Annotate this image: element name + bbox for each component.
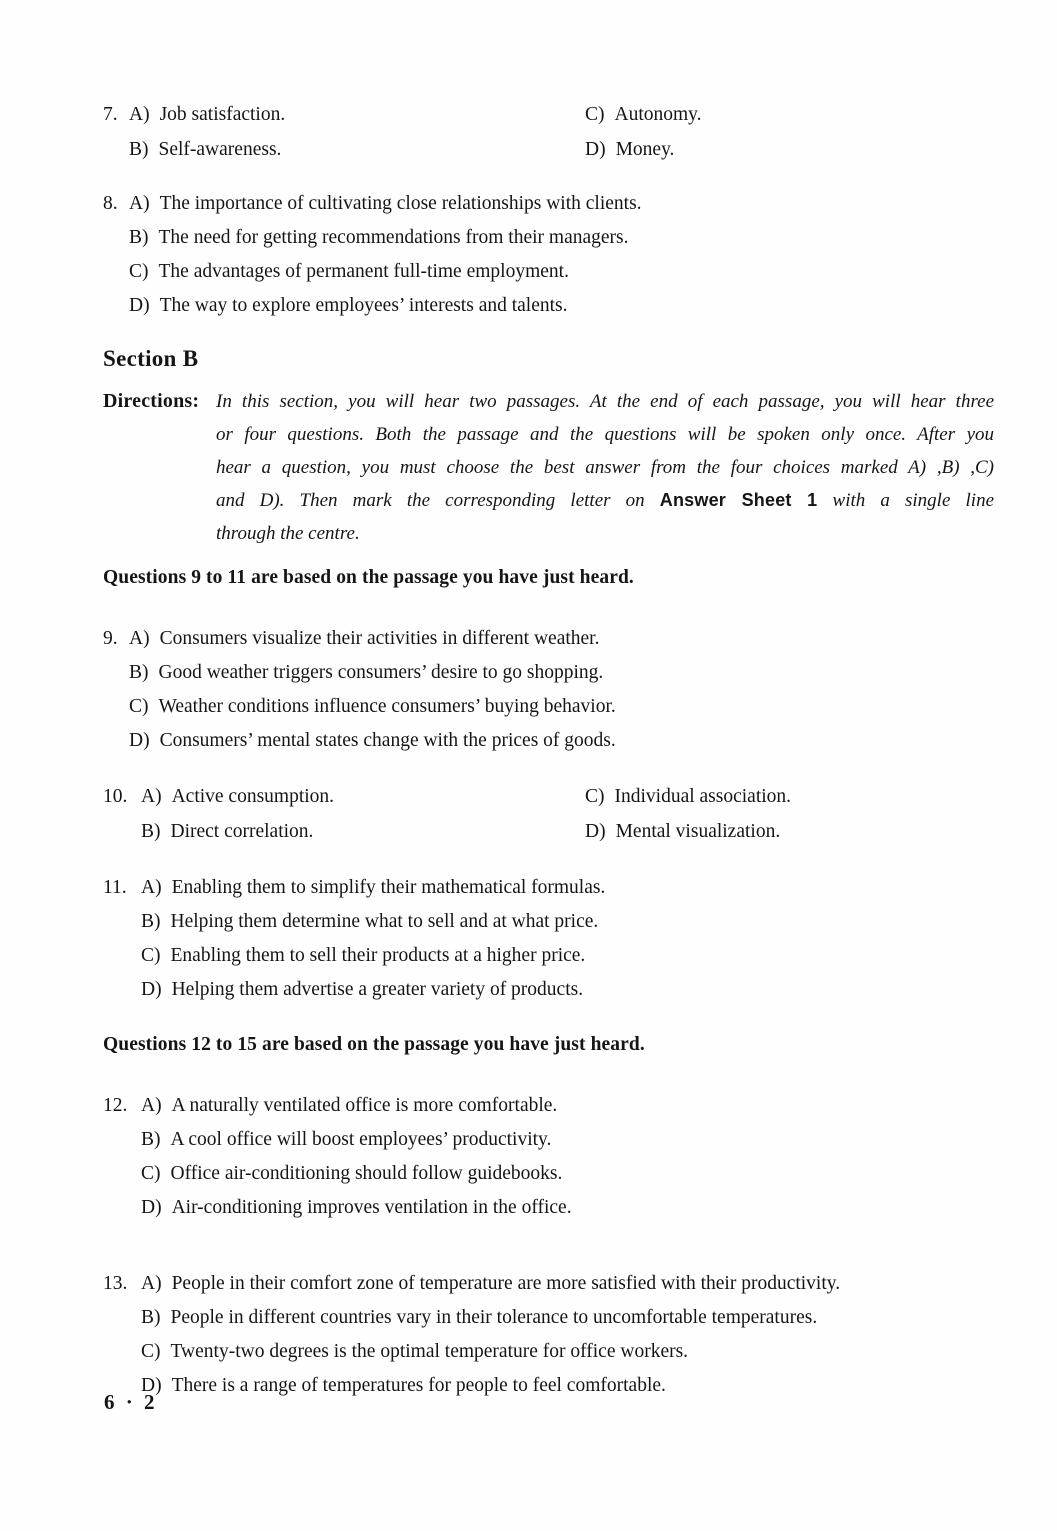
option-label: C) — [141, 945, 161, 966]
option-label: B) — [141, 1307, 161, 1328]
option-text: Self-awareness. — [158, 139, 282, 160]
option-text: People in different countries vary in their tolerance to uncomfortable temperatures. — [170, 1307, 818, 1328]
question-7 — [103, 97, 993, 167]
question-10-option-b — [103, 814, 585, 849]
option-label: A) — [141, 1095, 162, 1116]
option-text: The way to explore employees’ interests and talents. — [159, 295, 568, 316]
question-7-row-2 — [103, 132, 993, 167]
question-11-option-b — [103, 905, 993, 939]
question-7-option-a — [103, 97, 585, 132]
option-label: A) — [141, 786, 162, 807]
option-label: C) — [129, 261, 149, 282]
directions-line: through the centre. — [216, 523, 360, 544]
question-number-spacer — [103, 1301, 141, 1335]
question-13-option-b — [103, 1301, 993, 1335]
question-number-spacer — [103, 656, 129, 690]
question-11-option-a — [103, 871, 993, 905]
answer-sheet-1-label: Answer Sheet 1 — [659, 490, 818, 510]
option-label: A) — [129, 193, 150, 214]
question-number-spacer — [103, 1123, 141, 1157]
question-13-option-a — [103, 1267, 993, 1301]
question-11-option-c — [103, 939, 993, 973]
directions-line — [216, 484, 994, 517]
question-number: 11. — [103, 877, 127, 898]
option-label: D) — [129, 295, 150, 316]
question-number-spacer — [103, 939, 141, 973]
question-7-row-1 — [103, 97, 993, 132]
option-text: People in their comfort zone of temperature are more satisfied with their productivity. — [171, 1273, 841, 1294]
option-label: D) — [141, 1197, 162, 1218]
option-text: Mental visualization. — [615, 821, 781, 842]
directions-block — [103, 385, 994, 550]
option-text: Autonomy. — [614, 104, 702, 125]
question-number: 8. — [103, 193, 118, 214]
option-text: Twenty-two degrees is the optimal temperature for office workers. — [170, 1341, 689, 1362]
question-9-option-d — [103, 724, 993, 758]
question-number: 9. — [103, 628, 118, 649]
question-13-option-d — [103, 1369, 993, 1403]
option-label: B) — [141, 911, 161, 932]
question-number-spacer — [103, 1191, 141, 1225]
option-text: Weather conditions influence consumers’ buying behavior. — [158, 696, 616, 717]
question-12 — [103, 1089, 993, 1225]
option-label: D) — [585, 821, 606, 842]
option-label: B) — [129, 662, 149, 683]
page-number: 6 · 2 — [104, 1390, 158, 1414]
question-number: 13. — [103, 1273, 128, 1294]
option-text: The advantages of permanent full-time employment. — [158, 261, 569, 282]
question-9-option-c — [103, 690, 993, 724]
option-text: Enabling them to sell their products at a higher price. — [170, 945, 586, 966]
question-10-option-d — [585, 814, 993, 849]
option-text: There is a range of temperatures for people to feel comfortable. — [171, 1375, 666, 1396]
question-10 — [103, 779, 993, 849]
question-number-spacer — [103, 973, 141, 1007]
question-10-option-a — [103, 779, 585, 814]
option-text: Helping them advertise a greater variety of products. — [171, 979, 584, 1000]
question-9-option-b — [103, 656, 993, 690]
question-number: 10. — [103, 786, 128, 807]
directions-line-4-pre: and D). Then mark the corresponding letter on — [216, 490, 660, 511]
option-label: A) — [141, 877, 162, 898]
option-text: Individual association. — [614, 786, 792, 807]
question-number-spacer — [103, 255, 129, 289]
option-label: D) — [141, 979, 162, 1000]
question-9 — [103, 622, 993, 758]
question-13-option-c — [103, 1335, 993, 1369]
question-number-spacer — [103, 724, 129, 758]
option-label: D) — [585, 139, 606, 160]
question-number-spacer — [103, 814, 141, 849]
question-number-spacer — [103, 905, 141, 939]
question-12-option-d — [103, 1191, 993, 1225]
directions-line: or four questions. Both the passage and the questions will be spoken only once. After you — [216, 424, 994, 445]
option-text: Air-conditioning improves ventilation in the office. — [171, 1197, 572, 1218]
question-8-option-c — [103, 255, 993, 289]
question-8-option-b — [103, 221, 993, 255]
question-9-option-a — [103, 622, 993, 656]
option-label: C) — [141, 1163, 161, 1184]
passage-12-15-heading: Questions 12 to 15 are based on the passage you have just heard. — [103, 1034, 645, 1055]
option-label: C) — [585, 104, 605, 125]
directions-line: In this section, you will hear two passages. At the end of each passage, you will hear three — [216, 391, 994, 412]
option-label: D) — [141, 1375, 162, 1396]
question-number-spacer — [103, 221, 129, 255]
question-number-spacer — [103, 132, 129, 167]
option-text: The importance of cultivating close relationships with clients. — [159, 193, 642, 214]
question-number-spacer — [103, 289, 129, 323]
option-text: Job satisfaction. — [159, 104, 286, 125]
option-text: Good weather triggers consumers’ desire to go shopping. — [158, 662, 604, 683]
option-label: C) — [585, 786, 605, 807]
option-text: A naturally ventilated office is more comfortable. — [171, 1095, 558, 1116]
option-text: Office air-conditioning should follow guidebooks. — [170, 1163, 563, 1184]
question-number-spacer — [103, 1335, 141, 1369]
option-label: A) — [129, 104, 150, 125]
option-label: C) — [129, 696, 149, 717]
question-8 — [103, 187, 993, 323]
question-12-option-c — [103, 1157, 993, 1191]
option-label: B) — [141, 821, 161, 842]
option-label: B) — [129, 139, 149, 160]
question-7-option-b — [103, 132, 585, 167]
option-label: A) — [141, 1273, 162, 1294]
question-10-row-1 — [103, 779, 993, 814]
option-label: B) — [141, 1129, 161, 1150]
passage-9-11-heading: Questions 9 to 11 are based on the passage you have just heard. — [103, 567, 634, 588]
option-text: A cool office will boost employees’ productivity. — [170, 1129, 552, 1150]
option-text: Helping them determine what to sell and at what price. — [170, 911, 599, 932]
option-label: D) — [129, 730, 150, 751]
option-text: Direct correlation. — [170, 821, 314, 842]
directions-label: Directions: — [103, 390, 200, 412]
option-text: Consumers’ mental states change with the prices of goods. — [159, 730, 616, 751]
directions-line: hear a question, you must choose the best answer from the four choices marked A) ,B) ,C) — [216, 457, 994, 478]
option-text: Active consumption. — [171, 786, 335, 807]
option-text: The need for getting recommendations from their managers. — [158, 227, 629, 248]
option-label: A) — [129, 628, 150, 649]
option-text: Consumers visualize their activities in different weather. — [159, 628, 600, 649]
question-13 — [103, 1267, 993, 1403]
question-number: 7. — [103, 104, 118, 125]
question-11-option-d — [103, 973, 993, 1007]
question-10-row-2 — [103, 814, 993, 849]
question-12-option-a — [103, 1089, 993, 1123]
question-10-option-c — [585, 779, 993, 814]
directions-line-4-post: with a single line — [817, 490, 994, 511]
question-7-option-c — [585, 97, 993, 132]
option-text: Money. — [615, 139, 675, 160]
question-number: 12. — [103, 1095, 128, 1116]
question-number-spacer — [103, 1157, 141, 1191]
option-text: Enabling them to simplify their mathematical formulas. — [171, 877, 606, 898]
question-number-spacer — [103, 690, 129, 724]
question-12-option-b — [103, 1123, 993, 1157]
question-8-option-d — [103, 289, 993, 323]
question-8-option-a — [103, 187, 993, 221]
option-label: B) — [129, 227, 149, 248]
question-11 — [103, 871, 993, 1007]
option-label: C) — [141, 1341, 161, 1362]
question-7-option-d — [585, 132, 993, 167]
section-b-title: Section B — [103, 346, 199, 371]
